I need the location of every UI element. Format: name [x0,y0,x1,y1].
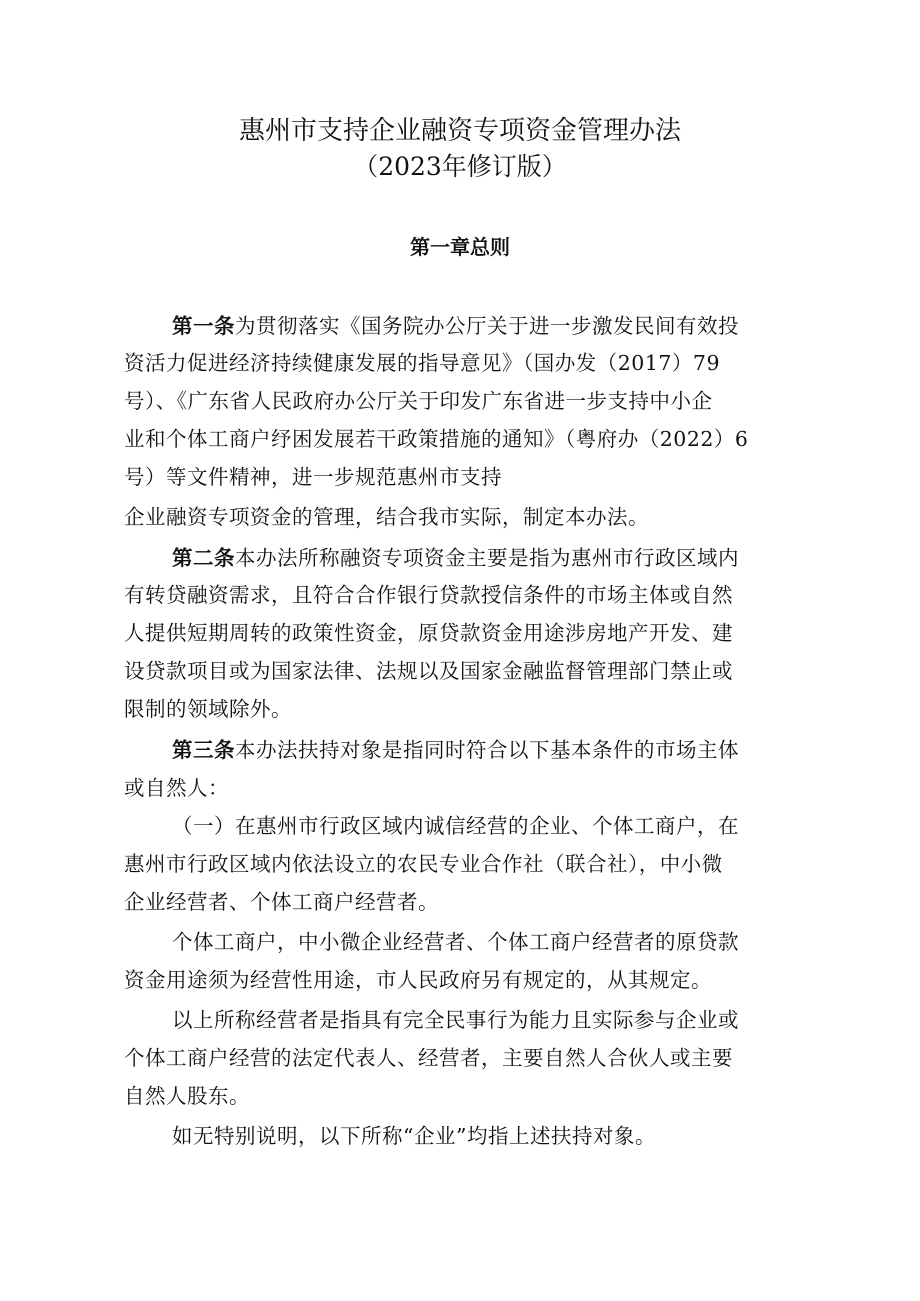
paragraph-line: 个体工商户，中小微企业经营者、个体工商户经营者的原贷款 [172,930,739,954]
document-subtitle: （2023年修订版） [353,152,567,181]
paragraph-line: 个体工商户经营的法定代表人、经营者，主要自然人合伙人或主要 [124,1046,733,1070]
paragraph-line: 号）、《广东省人民政府办公厅关于印发广东省进一步支持中小企 [124,389,713,413]
paragraph-line: 或自然人： [124,776,229,800]
paragraph-line: 惠州市行政区域内依法设立的农民专业合作社（联合社），中小微 [124,852,723,876]
article-1-line-1: 第一条为贯彻落实《国务院办公厅关于进一步激发民间有效投 [172,314,739,338]
paragraph-line: 以上所称经营者是指具有完全民事行为能力且实际参与企业或 [172,1008,739,1032]
document-title: 惠州市支持企业融资专项资金管理办法 [238,116,681,146]
paragraph-line: 资活力促进经济持续健康发展的指导意见》（国办发（2017）79 [124,351,721,375]
article-2-line-1: 第二条本办法所称融资专项资金主要是指为惠州市行政区域内 [172,546,739,570]
article-2-heading: 第二条 [172,546,235,570]
article-1-heading: 第一条 [172,314,235,338]
paragraph-line: 业和个体工商户纾困发展若干政策措施的通知》（粤府办（2022）6 [124,427,749,451]
paragraph-line: 人提供短期周转的政策性资金，原贷款资金用途涉房地产开发、建 [124,621,733,645]
paragraph-line: 设贷款项目或为国家法律、法规以及国家金融监督管理部门禁止或 [124,659,733,683]
paragraph-line: 企业经营者、个体工商户经营者。 [124,890,439,914]
chapter-title: 第一章总则 [410,235,510,259]
paragraph-line: 自然人股东。 [124,1084,250,1108]
article-3-line-1: 第三条本办法扶持对象是指同时符合以下基本条件的市场主体 [172,738,739,762]
paragraph-line: 限制的领域除外。 [124,697,292,721]
article-3-heading: 第三条 [172,738,235,762]
paragraph-line: 如无特别说明，以下所称“企业”均指上述扶持对象。 [172,1124,656,1148]
paragraph-line: 资金用途须为经营性用途，市人民政府另有规定的，从其规定。 [124,968,712,992]
paragraph-line: 企业融资专项资金的管理，结合我市实际，制定本办法。 [124,505,649,529]
paragraph-line: （一）在惠州市行政区域内诚信经营的企业、个体工商户，在 [172,814,739,838]
paragraph-line: 号）等文件精神，进一步规范惠州市支持 [124,465,502,489]
paragraph-line: 有转贷融资需求，且符合合作银行贷款授信条件的市场主体或自然 [124,583,733,607]
